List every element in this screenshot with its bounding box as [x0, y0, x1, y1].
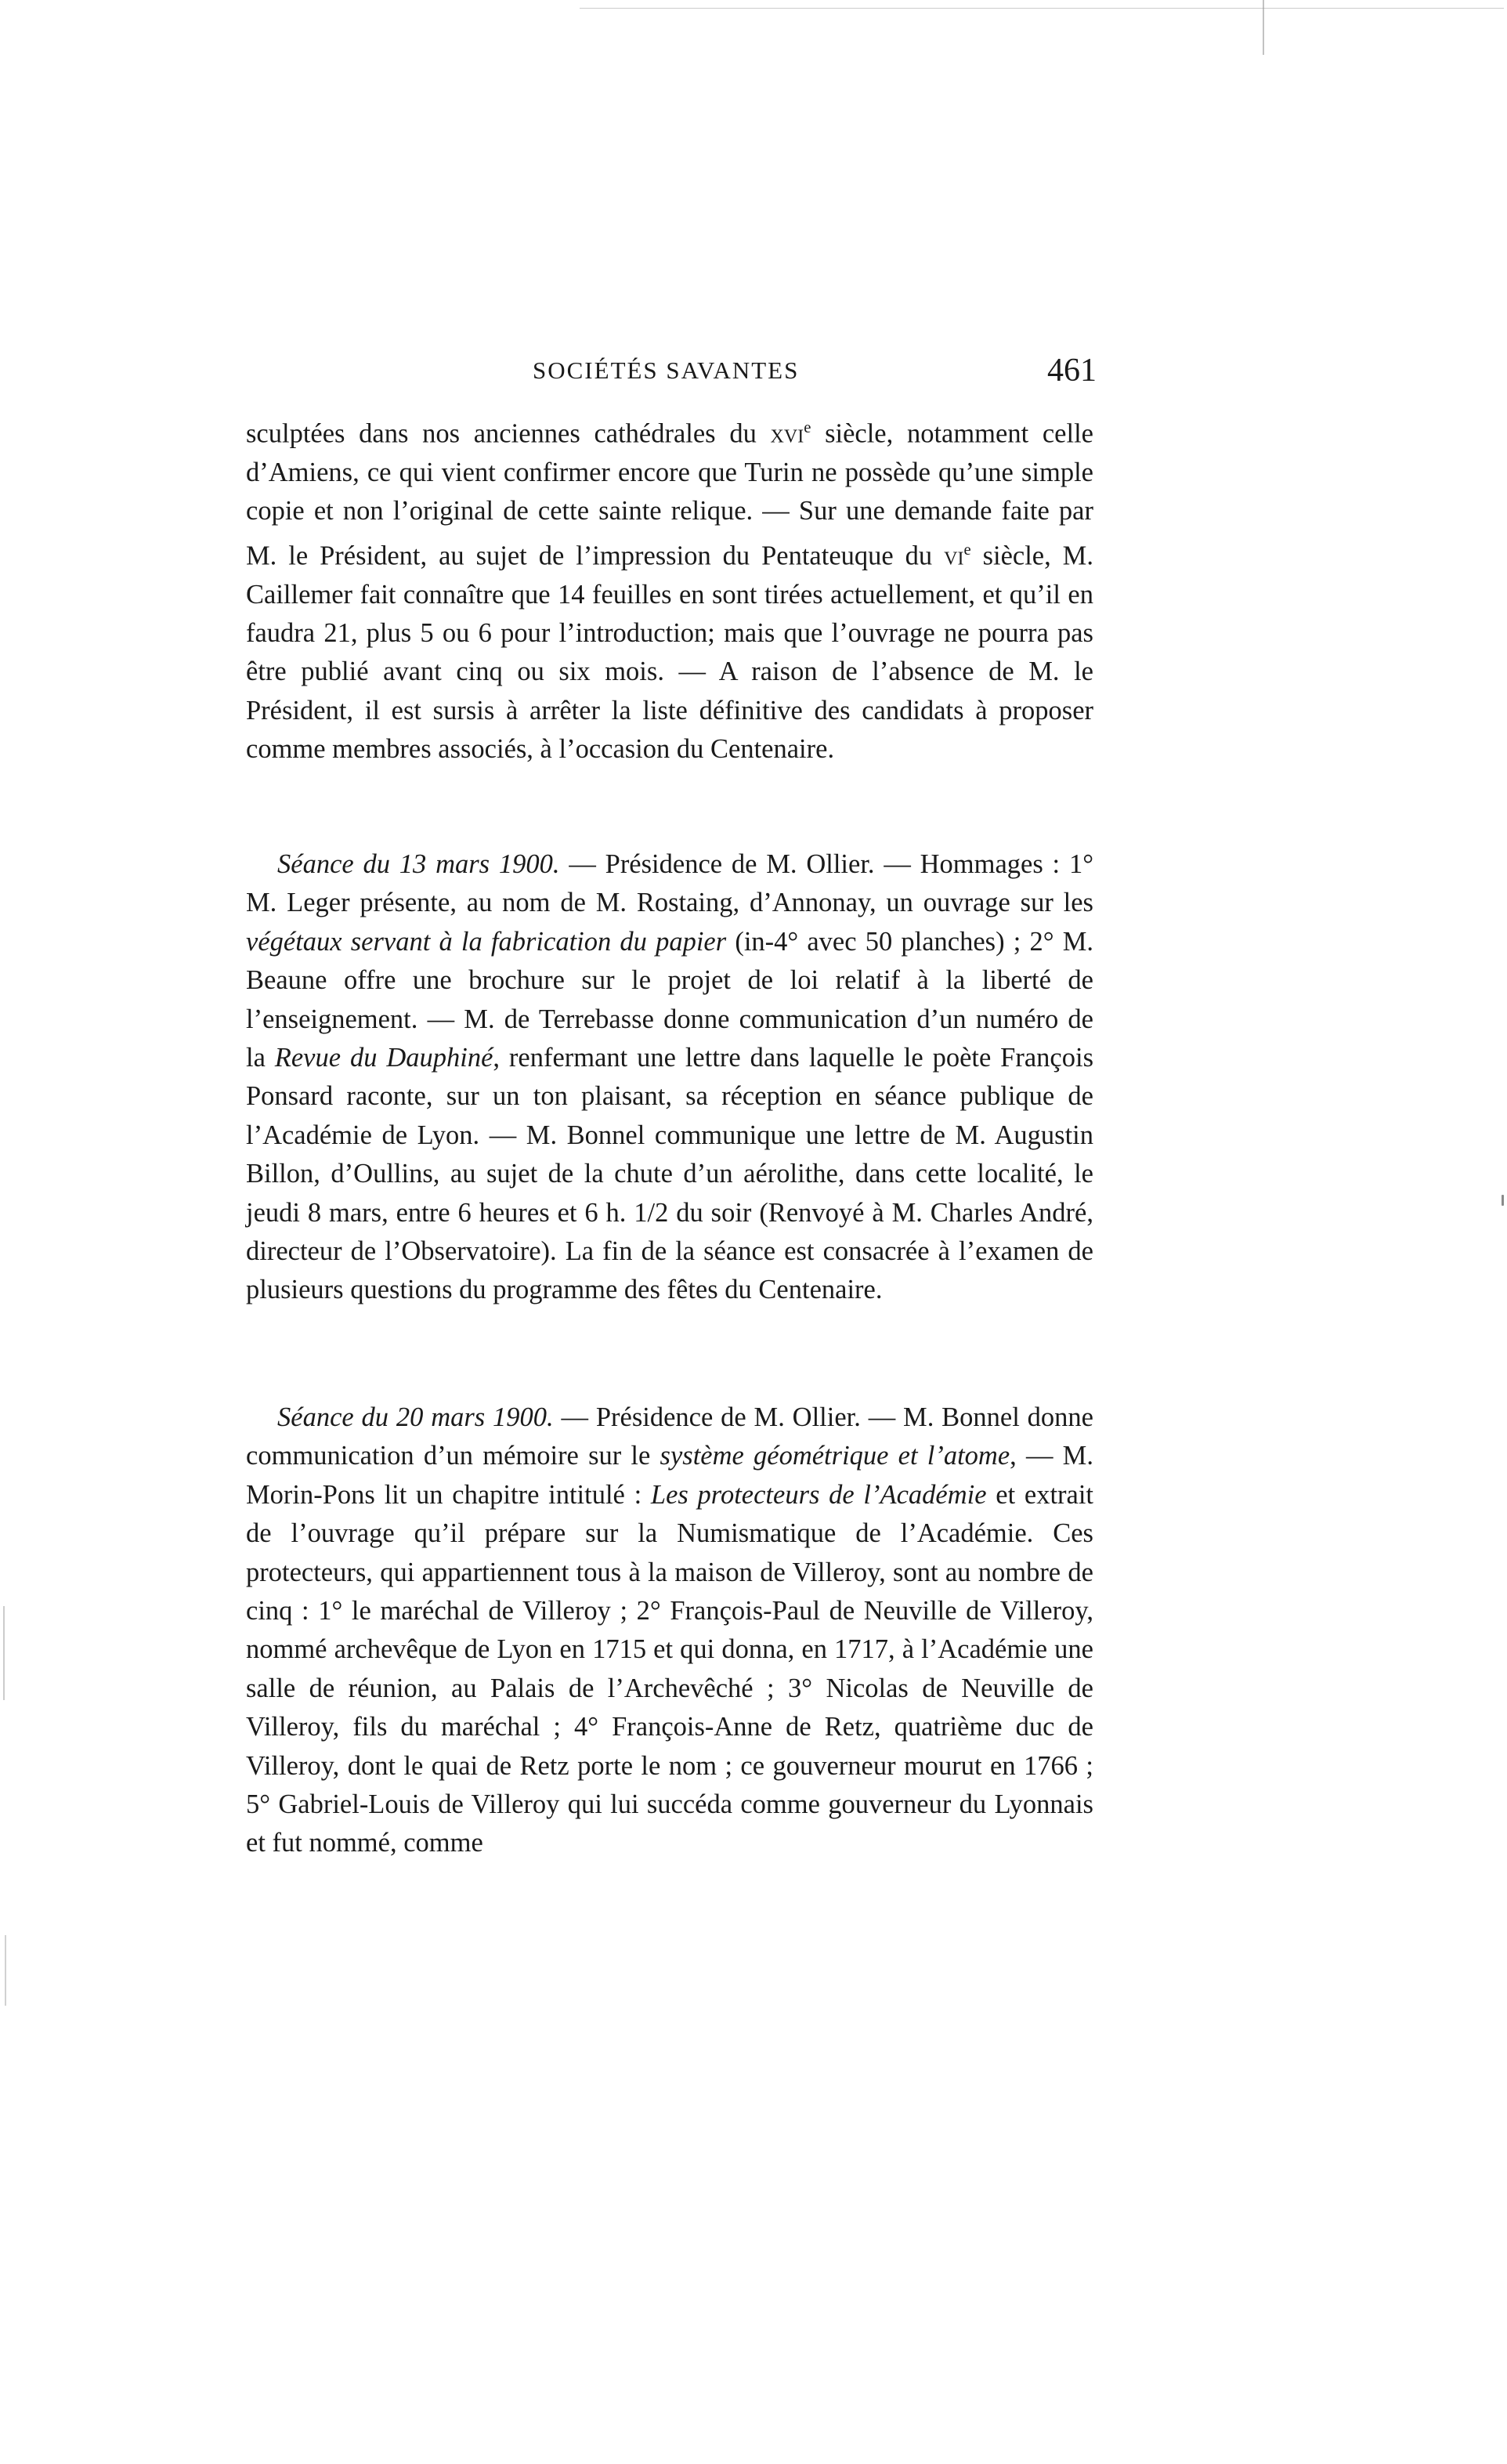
text-run: siècle, notamment celle d’Amiens, ce qui vient confirmer encore que Turin ne possède qu’une simple copie et non l’original de cette sainte relique. — Sur une demande faite par M. le Président, au sujet de l’impression du Pentateuque du — [246, 418, 1093, 571]
paragraph-text — [246, 845, 1093, 1310]
text-run: et extrait de l’ouvrage qu’il prépare sur la Numismatique de l’Académie. Ces protecteurs, qui appartiennent tous à la maison de Villeroy, sont au nombre de cinq : 1° le maréchal de Villeroy ; 2° François-Paul de Neuville de Villeroy, nommé archevêque de Lyon en 1715 et qui donna, en 1717, à l’Académie une salle de réunion, au Palais de l’Archevêché ; 3° Nicolas de Neuville de Villeroy, fils du maréchal ; 4° François-Anne de Retz, quatrième duc de Villeroy, dont le quai de Retz porte le nom ; ce gouverneur mourut en 1766 ; 5° Gabriel-Louis de Villeroy qui lui succéda comme gouverneur du Lyonnais et fut nommé, comme — [246, 1479, 1094, 1858]
scan-edge-line-right — [1263, 0, 1264, 55]
text-run: — Présidence de M. Ollier. — M. Bonnel donne communication d’un mémoire sur le — [246, 1402, 1093, 1471]
scan-edge-line-top — [580, 8, 1504, 9]
century-numeral: vi — [944, 541, 964, 571]
seance-heading: Séance du 13 mars 1900. — [277, 849, 560, 879]
page-number: 461 — [1047, 353, 1097, 389]
paragraph-text — [246, 409, 1093, 769]
century-numeral: xvi — [770, 418, 804, 449]
seance-heading: Séance du 20 mars 1900. — [277, 1402, 554, 1432]
text-run: sculptées dans nos anciennes cathédrales du — [246, 418, 771, 449]
seance-paragraph-20-mars — [246, 1398, 1093, 1863]
text-run: — Présidence de M. Ollier. — Hommages : 1° M. Leger présente, au nom de M. Rostaing, d’Annonay, un ouvrage sur les — [246, 849, 1093, 918]
running-title: SOCIÉTÉS SAVANTES — [533, 356, 800, 384]
paragraph-continuation — [246, 409, 1093, 769]
work-title: Les protecteurs de l’Académie — [650, 1479, 987, 1510]
work-title: végétaux servant à la fabrication du papier — [246, 926, 727, 957]
work-title: système géométrique et l’atome — [660, 1441, 1010, 1471]
scan-edge-line-left — [3, 1606, 5, 1700]
paragraph-text — [246, 1398, 1093, 1863]
page-header — [533, 353, 1097, 403]
scan-edge-line-left-lower — [5, 1935, 6, 2006]
text-run: siècle, M. Caillemer fait connaître que 14 feuilles en sont tirées actuellement, et qu’il en faudra 21, plus 5 ou 6 pour l’introduction; mais que l’ouvrage ne pourra pas être publié avant cinq ou six mois. — A raison de l’absence de M. le Président, il est sursis à arrêter la liste définitive des candidats à proposer comme membres associés, à l’occasion du Centenaire. — [246, 541, 1093, 765]
text-run: (in-4° avec 50 planches) ; 2° M. Beaune offre une brochure sur le projet de loi relatif à la liberté de l’enseignement. — M. de Terrebasse donne communication d’un numéro de la — [246, 926, 1094, 1073]
superscript: e — [804, 419, 811, 436]
text-run: , renfermant une lettre dans laquelle le poète François Ponsard raconte, sur un ton plaisant, sa réception en séance publique de l’Académie de Lyon. — M. Bonnel communique une lettre de M. Augustin Billon, d’Oullins, au sujet de la chute d’un aérolithe, dans cette localité, le jeudi 8 mars, entre 6 heures et 6 h. 1/2 du soir (Renvoyé à M. Charles André, directeur de l’Observatoire). La fin de la séance est consacrée à l’examen de plusieurs questions du programme des fêtes du Centenaire. — [246, 1043, 1093, 1305]
seance-paragraph-13-mars — [246, 845, 1093, 1310]
text-run: , — M. Morin-Pons lit un chapitre intitulé : — [246, 1441, 1093, 1510]
superscript: e — [963, 541, 971, 559]
scan-speck — [1502, 1195, 1504, 1206]
work-title: Revue du Dauphiné — [274, 1043, 493, 1073]
